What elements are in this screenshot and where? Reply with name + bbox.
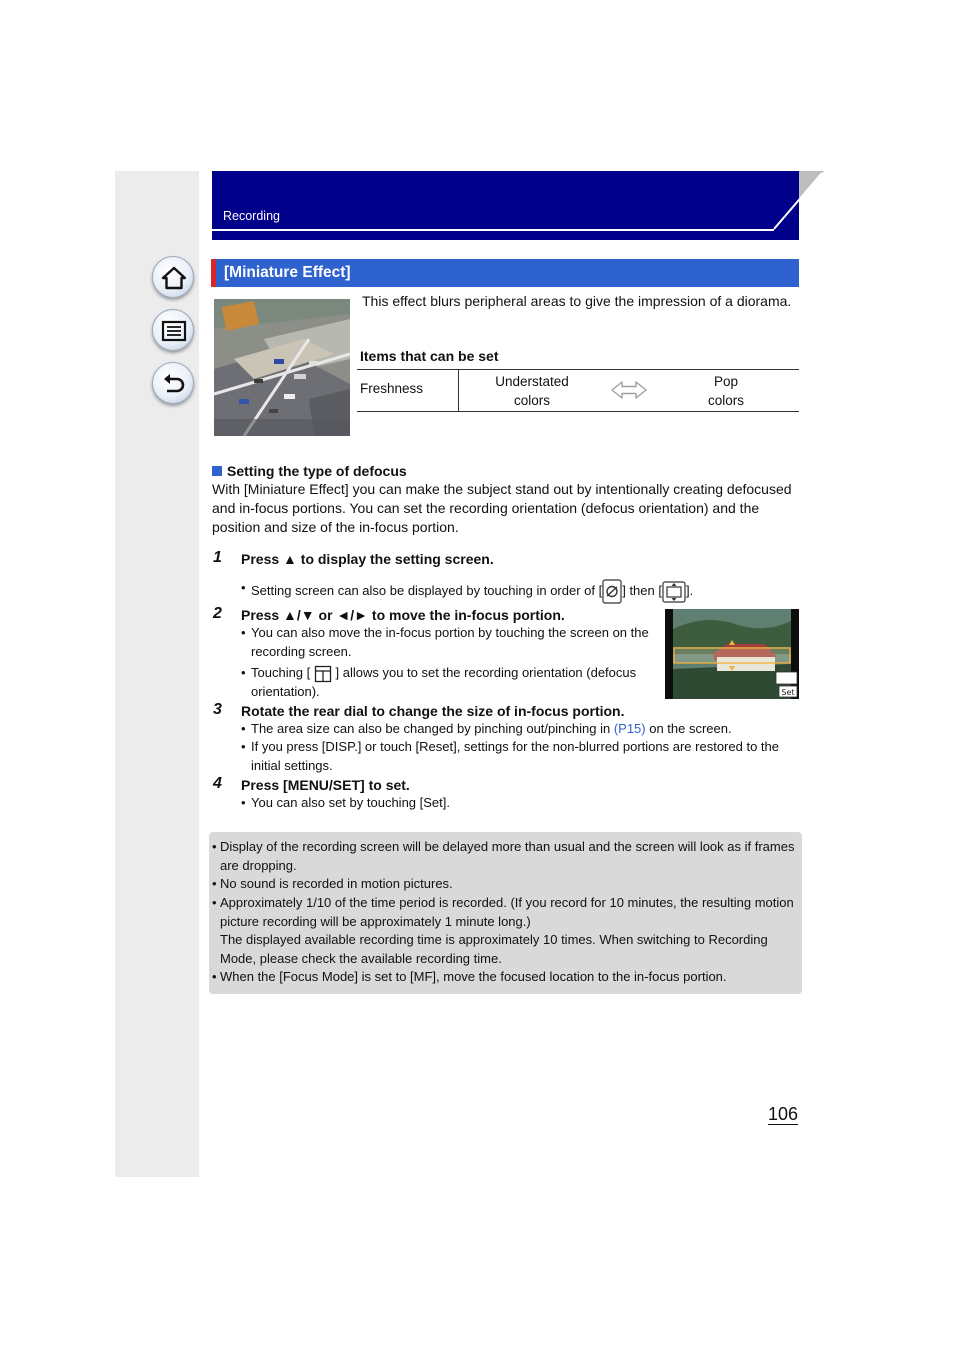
menu-list-icon [161,318,187,344]
bullet-dot: • [212,969,217,984]
header-corner-decoration [770,171,824,231]
bullet-dot: • [212,895,217,910]
page-link-p15[interactable]: (P15) [613,721,646,736]
bullet-text [241,720,801,739]
notes-box [209,832,802,994]
bullet-dot: • [241,795,246,810]
items-title: Items that can be set [360,348,499,364]
settings-table [357,369,799,412]
bullet-text-pre: The area size can also be changed by pinching out/pinching in [251,721,614,736]
setting-high-line2: colors [707,393,744,408]
setting-low-value [482,372,582,410]
miniature-effect-icon [602,579,622,604]
bullet-text [241,579,801,604]
note-text: Display of the recording screen will be delayed more than usual and the screen will look as if frames are dropping. [220,839,795,873]
step-number: 3 [213,701,222,718]
menu-list-button[interactable] [152,309,194,351]
defocus-heading [212,463,407,479]
step-bullet [241,624,656,661]
step-bullet [241,720,801,739]
set-button-label: Set [781,688,795,697]
defocus-paragraph: With [Miniature Effect] you can make the subject stand out by intentionally creating defocused and in-focus portions. You can set the recording orientation (defocus orientation) and the position and size of the in-focus portion. [212,481,792,535]
step-bullet [241,664,641,701]
bullet-dot: • [212,839,217,854]
setting-low-line2: colors [513,393,550,408]
note-item [212,894,797,931]
bullet-text-pre: Touching [ [251,665,311,680]
bullet-dot: • [241,625,246,640]
bullet-text: You can also move the in-focus portion by touching the screen on the recording screen. [251,625,649,659]
note-text: The displayed available recording time is approximately 10 times. When switching to Recording Mode, please check the available recording time. [220,932,768,966]
table-divider [458,370,459,411]
camera-screen-preview [665,609,799,699]
step-text: Rotate the rear dial to change the size of in-focus portion. [241,703,625,719]
bullet-dot: • [212,876,217,891]
bullet-dot: • [241,721,246,736]
miniature-sample-photo [214,299,350,436]
bullet-dot: • [241,580,246,595]
setting-high-line1: Pop [713,374,739,389]
step-number: 2 [213,605,222,622]
adjust-frame-icon [662,581,686,603]
bullet-text-post: ] allows you to set the recording orientation (defocus orientation). [251,665,637,699]
defocus-heading-text: Setting the type of defocus [227,463,407,479]
square-bullet-icon [212,466,222,476]
step-number: 4 [213,775,222,792]
setting-high-value [687,372,765,410]
setting-low-line1: Understated [495,374,569,389]
bullet-text-post: ]. [685,582,694,598]
bullet-text-post: on the screen. [645,721,732,736]
step-bullet [241,794,801,813]
bullet-text: You can also set by touching [Set]. [251,795,450,810]
double-arrow-icon [610,380,648,400]
note-item [212,838,797,875]
note-continuation [212,931,797,968]
setting-item-freshness: Freshness [360,381,424,396]
bullet-text-pre: Setting screen can also be displayed by touching in order of [ [251,582,603,598]
note-text: When the [Focus Mode] is set to [MF], move the focused location to the in-focus portion. [220,969,727,984]
step-number: 1 [213,549,222,566]
step-bullet [241,579,801,604]
note-text: Approximately 1/10 of the time period is recorded. (If you record for 10 minutes, the resulting motion picture recording will be approximately 1 minute long.) [220,895,794,929]
back-icon [161,371,187,397]
note-item [212,968,797,987]
orientation-icon [314,665,332,683]
bullet-text-mid: ] then [ [622,582,662,598]
note-item [212,875,797,894]
home-icon [161,265,187,291]
bullet-text: If you press [DISP.] or touch [Reset], settings for the non-blurred portions are restored to the initial settings. [251,739,779,773]
effect-description: This effect blurs peripheral areas to give the impression of a diorama. [362,293,792,309]
bullet-dot: • [241,739,246,754]
section-label: Recording [223,209,280,223]
home-button[interactable] [152,256,194,298]
bullet-dot: • [241,665,246,680]
bullet-text [241,664,641,701]
step-bullet [241,738,801,775]
page-number: 106 [768,1104,799,1124]
page-title: [Miniature Effect] [211,259,799,287]
step-text: Press ▲/▼ or ◄/► to move the in-focus portion. [241,607,565,623]
back-button[interactable] [152,362,194,404]
step-text: Press ▲ to display the setting screen. [241,551,494,567]
step-text: Press [MENU/SET] to set. [241,777,410,793]
header-rule [212,229,774,231]
note-text: No sound is recorded in motion pictures. [220,876,453,891]
